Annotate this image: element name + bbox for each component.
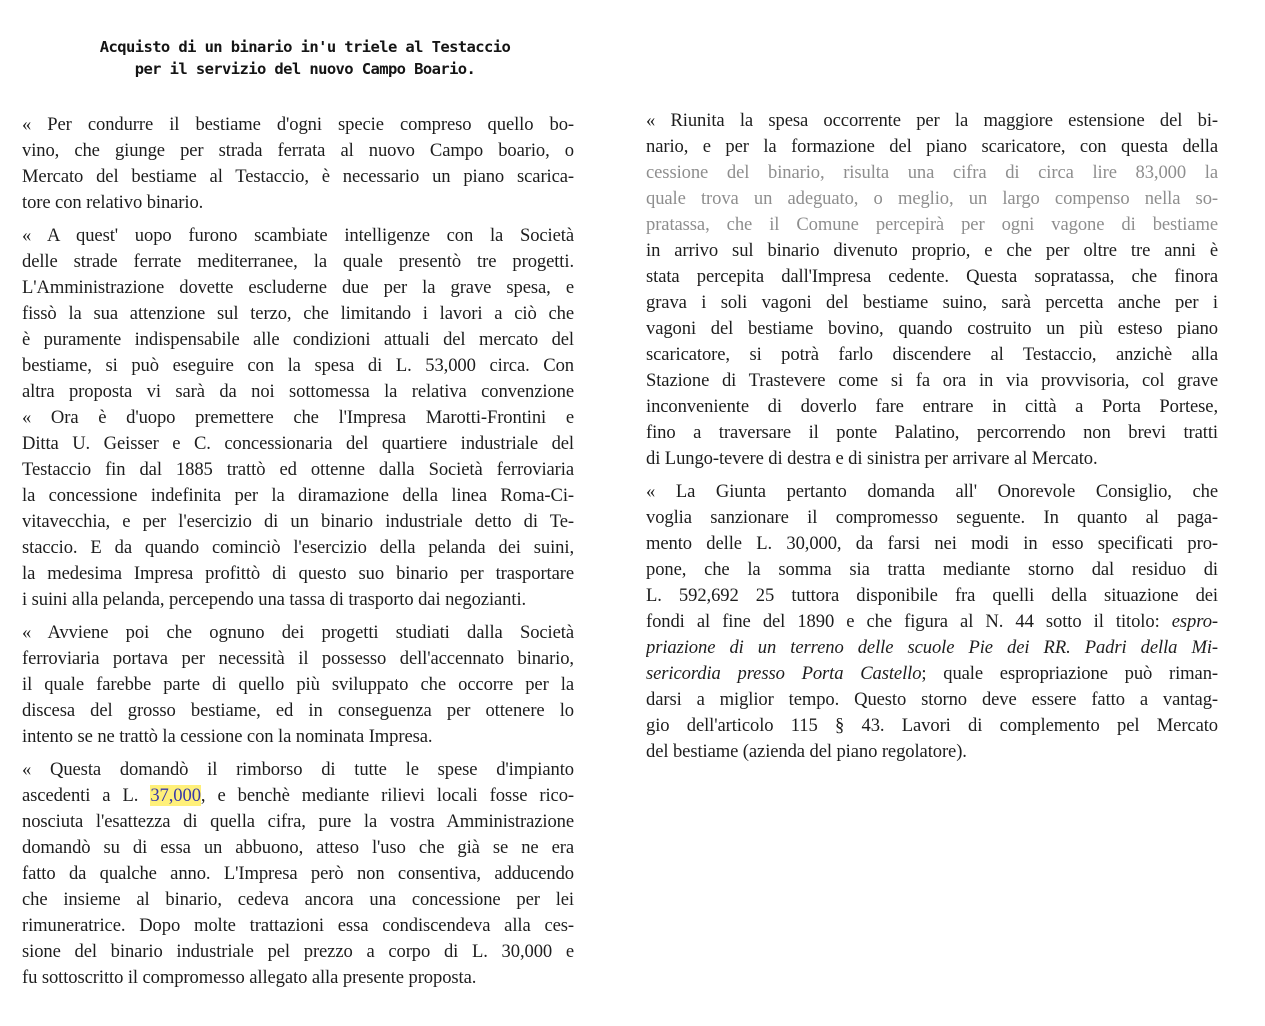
text-line: intento se ne trattò la cessione con la nominata Impresa. — [22, 726, 433, 747]
text-line: sericordia presso Porta Castello; quale espropriazione può riman- — [646, 663, 1218, 684]
text-line: « Avviene poi che ognuno dei progetti studiati dalla Società — [22, 622, 574, 643]
text-line: « Per condurre il bestiame d'ogni specie compreso quello bo- — [22, 114, 574, 135]
text-line: pratassa, che il Comune percepirà per ogni vagone di bestiame — [646, 214, 1218, 235]
paragraph — [22, 620, 574, 750]
text-line: tore con relativo binario. — [22, 192, 204, 213]
text-line: la medesima Impresa profittò di questo suo binario per trasportare — [22, 563, 574, 584]
text-line: che insieme al binario, cedeva ancora una concessione per lei — [22, 889, 574, 910]
text-line: bestiame, si può eseguire con la spesa di L. 53,000 circa. Con — [22, 355, 574, 376]
text-line: domandò su di essa un abbuono, atteso l'uso che già se ne era — [22, 837, 574, 858]
paragraph — [22, 112, 574, 216]
text-line: vagoni del bestiame bovino, quando costruito un più esteso piano — [646, 318, 1218, 339]
right-column — [646, 108, 1218, 765]
text-line: L. 592,692 25 tuttora disponibile fra quelli della situazione dei — [646, 585, 1218, 606]
text-line: quale trova un adeguato, o meglio, un largo compenso nella so- — [646, 188, 1218, 209]
text-line: staccio. E da quando cominciò l'esercizio della pelanda dei suini, — [22, 537, 574, 558]
text-line: in arrivo sul binario divenuto proprio, e che per oltre tre anni è — [646, 240, 1218, 261]
text-line: vitavecchia, e per l'esercizio di un binario industriale detto di Te- — [22, 511, 574, 532]
text-line: nario, e per la formazione del piano scaricatore, con questa della — [646, 136, 1218, 157]
italic-title: sericordia presso Porta Castello — [646, 663, 922, 684]
title-line: per il servizio del nuovo Campo Boario. — [134, 60, 476, 78]
text-line: delle strade ferrate mediterranee, la quale presentò tre progetti. — [22, 251, 574, 272]
text-line: cessione del binario, risulta una cifra di circa lire 83,000 la — [646, 162, 1218, 183]
paragraph — [646, 479, 1218, 765]
text-line: Ditta U. Geisser e C. concessionaria del quartiere industriale del — [22, 433, 574, 454]
text-line: « A quest' uopo furono scambiate intelligenze con la Società — [22, 225, 574, 246]
highlighted-amount: 37,000 — [150, 785, 201, 806]
text-line: discesa del grosso bestiame, ed in conseguenza per ottenere lo — [22, 700, 574, 721]
text-line: rimuneratrice. Dopo molte trattazioni essa condiscendeva alla ces- — [22, 915, 574, 936]
text-line: è puramente indispensabile alle condizioni attuali del mercato del — [22, 329, 574, 350]
text-line: Testaccio fin dal 1885 trattò ed ottenne dalla Società ferroviaria — [22, 459, 574, 480]
paragraph-gap — [22, 613, 574, 620]
text-line: Mercato del bestiame al Testaccio, è necessario un piano scarica- — [22, 166, 574, 187]
text-line: ascedenti a L. 37,000, e benchè mediante rilievi locali fosse rico- — [22, 785, 574, 806]
text-line: fissò la sua attenzione sul terzo, che limitando i lavori a ciò che — [22, 303, 574, 324]
text-line: fondi al fine del 1890 e che figura al N. 44 sotto il titolo: espro- — [646, 611, 1218, 632]
paragraph — [22, 223, 574, 613]
left-column — [22, 112, 574, 991]
text-line: sione del binario industriale pel prezzo a corpo di L. 30,000 e — [22, 941, 574, 962]
italic-title: priazione di un terreno delle scuole Pie dei RR. Padri della Mi- — [646, 637, 1218, 658]
text-line: il quale farebbe parte di quello più sviluppato che occorre per la — [22, 674, 574, 695]
title-line: Acquisto di un binario in'u triele al Testaccio — [99, 38, 511, 56]
text-line: stata percepita dall'Impresa cedente. Questa sopratassa, che finora — [646, 266, 1218, 287]
text-line: fatto da qualche anno. L'Impresa però non consentiva, adducendo — [22, 863, 574, 884]
italic-title: espro- — [1171, 611, 1218, 632]
paragraph-gap — [22, 216, 574, 223]
text-line: gio dell'articolo 115 § 43. Lavori di complemento pel Mercato — [646, 715, 1218, 736]
text-line: altra proposta vi sarà da noi sottomessa la relativa convenzione — [22, 381, 574, 402]
text-line: « Questa domandò il rimborso di tutte le spese d'impianto — [22, 759, 574, 780]
text-line: vino, che giunge per strada ferrata al nuovo Campo boario, o — [22, 140, 574, 161]
text-line: grava i soli vagoni del bestiame suino, sarà percetta anche per i — [646, 292, 1218, 313]
document-title — [70, 36, 540, 80]
text-line: inconveniente di doverlo fare entrare in città a Porta Portese, — [646, 396, 1218, 417]
text-line: L'Amministrazione dovette escluderne due per la grave spesa, e — [22, 277, 574, 298]
paragraph — [22, 757, 574, 991]
paragraph-gap — [22, 750, 574, 757]
paragraph — [646, 108, 1218, 472]
text-line: nosciuta l'esattezza di quella cifra, pure la vostra Amministrazione — [22, 811, 574, 832]
text-line: « Riunita la spesa occorrente per la maggiore estensione del bi- — [646, 110, 1218, 131]
text-line: fino a traversare il ponte Palatino, percorrendo non brevi tratti — [646, 422, 1218, 443]
text-line: ferroviaria portava per necessità il possesso dell'accennato binario, — [22, 648, 574, 669]
text-line: Stazione di Trastevere come si fa ora in via provvisoria, col grave — [646, 370, 1218, 391]
text-line: « La Giunta pertanto domanda all' Onorevole Consiglio, che — [646, 481, 1218, 502]
text-line — [646, 635, 1218, 661]
text-line: la concessione indefinita per la diramazione della linea Roma-Ci- — [22, 485, 574, 506]
text-line: mento delle L. 30,000, da farsi nei modi in esso specificati pro- — [646, 533, 1218, 554]
text-line: pone, che la somma sia tratta mediante storno dal residuo di — [646, 559, 1218, 580]
text-line: del bestiame (azienda del piano regolatore). — [646, 741, 967, 762]
text-line: di Lungo-tevere di destra e di sinistra per arrivare al Mercato. — [646, 448, 1098, 469]
paragraph-gap — [646, 472, 1218, 479]
text-line: scaricatore, si potrà farlo discendere al Testaccio, anzichè alla — [646, 344, 1218, 365]
text-line: fu sottoscritto il compromesso allegato alla presente proposta. — [22, 967, 477, 988]
text-line: darsi a miglior tempo. Questo storno deve essere fatto a vantag- — [646, 689, 1218, 710]
text-line: i suini alla pelanda, percependo una tassa di trasporto dai negozianti. — [22, 589, 527, 610]
text-line: « Ora è d'uopo premettere che l'Impresa Marotti-Frontini e — [22, 407, 574, 428]
text-line: voglia sanzionare il compromesso seguente. In quanto al paga- — [646, 507, 1218, 528]
